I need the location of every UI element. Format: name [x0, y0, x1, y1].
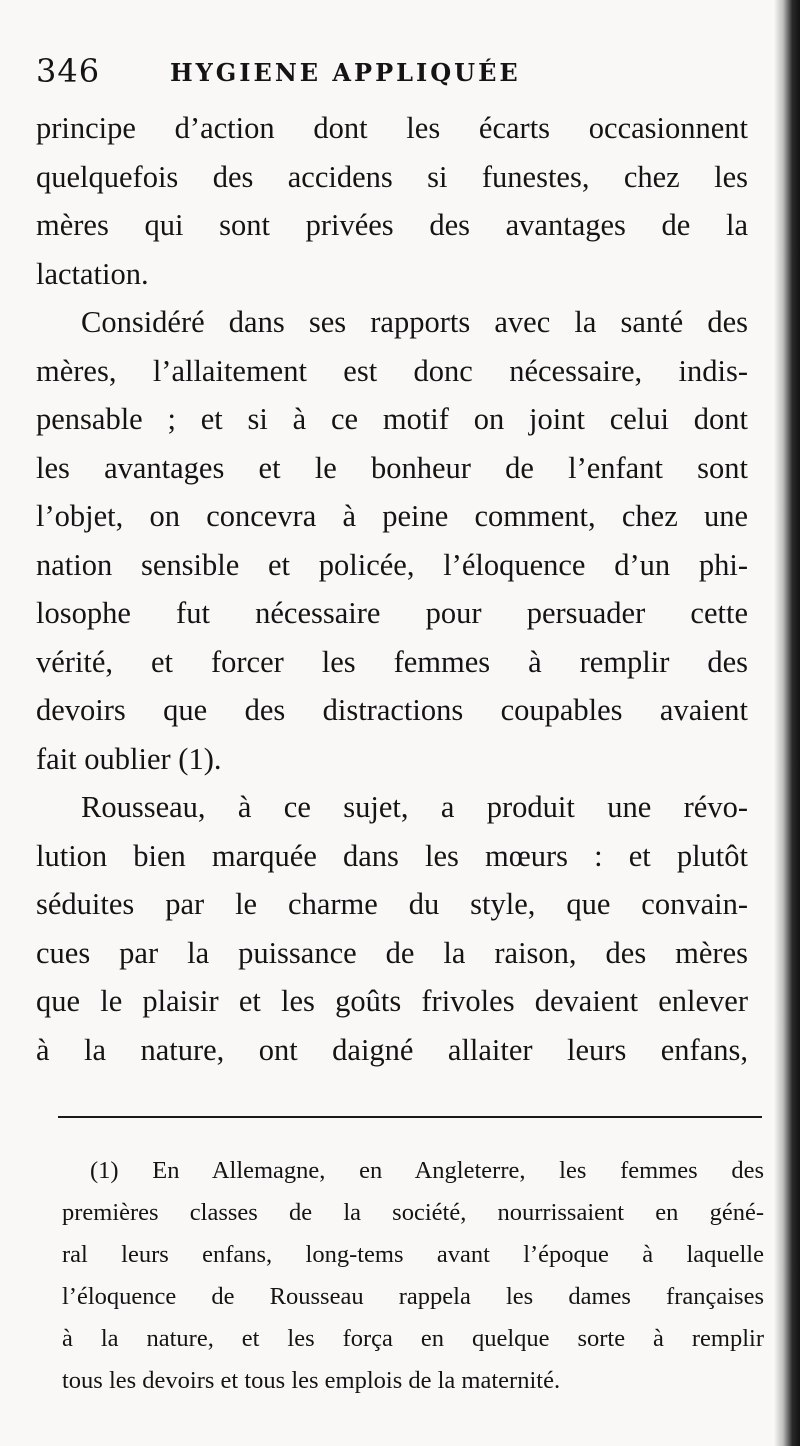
text-line: lactation.: [36, 256, 149, 291]
footnote-line: tous les devoirs et tous les emplois de la maternité.: [62, 1367, 561, 1394]
text-line: que le plaisir et les goûts frivoles devaient enlever: [36, 984, 748, 1018]
text-line: principe d’action dont les écarts occasionnent: [36, 111, 748, 145]
text-line: quelquefois des accidens si funestes, chez les: [36, 159, 748, 194]
text-line: l’objet, on concevra à peine comment, chez une: [36, 499, 748, 533]
paragraph-2: [36, 298, 748, 783]
text-line: cues par la puissance de la raison, des mères: [36, 935, 748, 970]
text-line: Considéré dans ses rapports avec la santé des: [81, 305, 748, 339]
text-line: les avantages et le bonheur de l’enfant sont: [36, 450, 748, 485]
footnote: [62, 1150, 764, 1402]
text-line: à la nature, ont daigné allaiter leurs enfans,: [36, 1032, 748, 1067]
scan-edge-shadow: [774, 0, 800, 1446]
running-title: HYGIENE APPLIQUÉE: [170, 58, 521, 87]
text-line: Rousseau, à ce sujet, a produit une révo-: [81, 790, 748, 824]
text-line: lution bien marquée dans les mœurs : et plutôt: [36, 838, 748, 873]
paragraph-1: [36, 104, 748, 298]
text-line: losophe fut nécessaire pour persuader cette: [36, 596, 748, 630]
text-line: séduites par le charme du style, que convain-: [36, 887, 748, 921]
main-text: [36, 104, 748, 1074]
text-line: devoirs que des distractions coupables avaient: [36, 693, 748, 727]
footnote-line: (1) En Allemagne, en Angleterre, les femmes des: [90, 1157, 764, 1184]
running-head: [36, 52, 756, 96]
text-line: mères, l’allaitement est donc nécessaire, indis-: [36, 353, 748, 388]
text-line: fait oublier (1).: [36, 741, 222, 776]
footnote-rule: [58, 1116, 762, 1118]
text-line: nation sensible et policée, l’éloquence d’un phi-: [36, 547, 748, 582]
text-line: vérité, et forcer les femmes à remplir des: [36, 644, 748, 679]
text-line: mères qui sont privées des avantages de la: [36, 208, 748, 242]
footnote-line: à la nature, et les força en quelque sorte à remplir: [62, 1325, 764, 1352]
paragraph-3: [36, 783, 748, 1074]
footnote-line: l’éloquence de Rousseau rappela les dames françaises: [62, 1283, 764, 1310]
page-number: 346: [36, 52, 101, 90]
footnote-line: ral leurs enfans, long-tems avant l’époque à laquelle: [62, 1241, 764, 1268]
footnote-line: premières classes de la société, nourrissaient en géné-: [62, 1199, 764, 1226]
text-line: pensable ; et si à ce motif on joint celui dont: [36, 402, 748, 436]
